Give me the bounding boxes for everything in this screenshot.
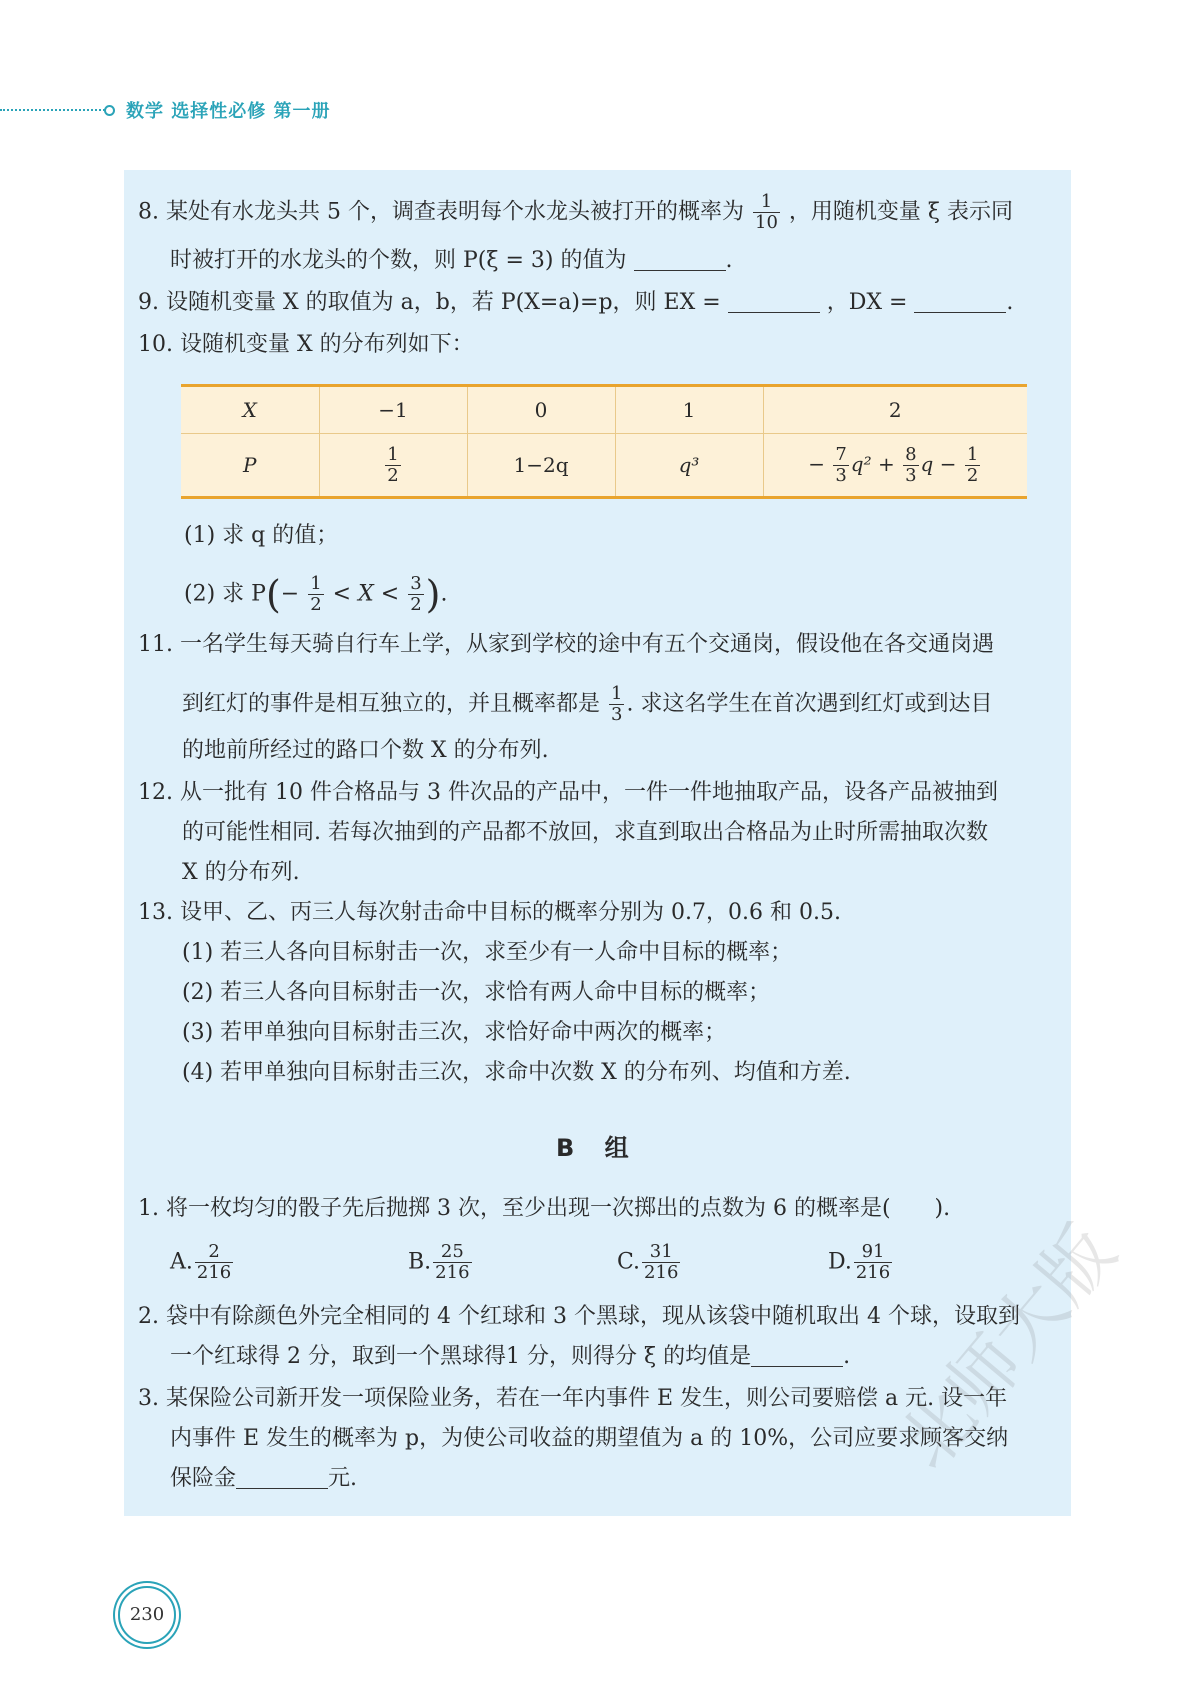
problem-text: 从一批有 10 件合格品与 3 件次品的产品中，一件一件地抽取产品，设各产品被抽到	[180, 780, 998, 805]
option-label: B.	[408, 1249, 432, 1275]
math-text: −	[808, 451, 825, 476]
problem-text: 元.	[328, 1466, 358, 1491]
header-dotted-line	[0, 109, 108, 111]
math-text: .	[440, 581, 448, 607]
problem-text: 设随机变量 X 的取值为 a，b，若 P(X=a)=p，则 EX =	[166, 290, 721, 315]
math-text: q² +	[850, 451, 895, 476]
fraction	[833, 445, 848, 486]
answer-blank[interactable]	[728, 290, 820, 313]
numerator: 25	[440, 1241, 464, 1262]
problem-text: ，用随机变量 ξ 表示同	[788, 199, 1014, 225]
numerator: 1	[310, 573, 322, 594]
numerator: 91	[861, 1241, 885, 1262]
problem-13-sub-3: (3) 若甲单独向目标射击三次，求恰好命中两次的概率；	[182, 1020, 727, 1045]
option-label: C.	[617, 1249, 641, 1275]
denominator: 2	[387, 464, 399, 486]
numerator: 1	[966, 443, 979, 465]
denominator: 2	[966, 464, 979, 486]
problem-text: 一名学生每天骑自行车上学，从家到学校的途中有五个交通岗，假设他在各交通岗遇	[180, 632, 995, 657]
option-a[interactable]	[170, 1242, 235, 1283]
numerator: 31	[649, 1241, 673, 1262]
problem-13-sub-4: (4) 若甲单独向目标射击三次，求命中次数 X 的分布列、均值和方差.	[182, 1060, 851, 1085]
problem-8-line-2	[170, 246, 733, 276]
denominator: 3	[835, 464, 847, 486]
fraction	[965, 445, 980, 486]
problem-text: 某处有水龙头共 5 个，调查表明每个水龙头被打开的概率为	[166, 199, 744, 225]
problem-text: 保险金	[170, 1466, 237, 1491]
fraction	[308, 574, 323, 615]
problem-text: (2) 求 P	[184, 581, 266, 607]
fraction	[642, 1242, 680, 1283]
denominator: 2	[410, 594, 422, 615]
table-cell: 1	[615, 386, 763, 434]
answer-blank[interactable]	[751, 1344, 843, 1367]
problem-10-sub-1: (1) 求 q 的值；	[184, 523, 339, 548]
problem-text: 设随机变量 X 的分布列如下：	[180, 332, 474, 357]
table-cell: q³	[615, 434, 763, 498]
publisher-watermark: 北师大版	[882, 1209, 1132, 1485]
problem-number: 12.	[138, 780, 173, 805]
numerator: 1	[387, 443, 399, 465]
table-cell: 0	[467, 386, 615, 434]
numerator: 3	[410, 573, 422, 594]
problem-text: . 求这名学生在首次遇到红灯或到达目	[626, 691, 993, 717]
table-cell: −1	[319, 386, 467, 434]
denominator: 216	[435, 1262, 470, 1283]
denominator: 3	[905, 464, 917, 486]
table-cell: X	[242, 398, 257, 422]
problem-12-line-2: 的可能性相同. 若每次抽到的产品都不放回，求直到取出合格品为止时所需抽取次数	[182, 820, 988, 845]
numerator: 1	[760, 191, 773, 212]
problem-number: 11.	[138, 632, 173, 657]
problem-10	[138, 330, 474, 360]
fraction	[385, 445, 400, 486]
answer-blank[interactable]	[914, 290, 1006, 313]
problem-number: 8.	[138, 199, 159, 225]
option-b[interactable]	[408, 1242, 474, 1283]
fraction	[609, 684, 624, 725]
denominator: 3	[611, 704, 623, 725]
problem-text: ，DX =	[826, 290, 908, 315]
problem-number: 9.	[138, 290, 159, 315]
fraction	[195, 1242, 233, 1283]
problem-11-line-2	[182, 684, 992, 725]
problem-number: 3.	[138, 1386, 159, 1411]
problem-text: .	[725, 248, 733, 273]
answer-blank[interactable]	[634, 248, 726, 271]
denominator: 216	[196, 1262, 232, 1283]
b-problem-3-line-1	[138, 1384, 1007, 1414]
denominator: 10	[755, 212, 778, 233]
problem-13-sub-1: (1) 若三人各向目标射击一次，求至少有一人命中目标的概率；	[182, 940, 793, 965]
problem-text: .	[1006, 290, 1014, 315]
option-d[interactable]	[828, 1242, 894, 1283]
b-problem-1	[138, 1194, 950, 1224]
problem-text: 袋中有除颜色外完全相同的 4 个红球和 3 个黑球，现从该袋中随机取出 4 个球，设取到	[166, 1304, 1020, 1329]
b-problem-2-line-2	[170, 1342, 850, 1372]
denominator: 216	[644, 1262, 679, 1283]
table-cell	[319, 434, 467, 498]
denominator: 2	[310, 594, 322, 615]
book-title: 数学 选择性必修 第一册	[126, 101, 331, 122]
fraction	[903, 445, 918, 486]
option-c[interactable]	[617, 1242, 682, 1283]
problem-number: 1.	[138, 1196, 159, 1221]
numerator: 1	[611, 683, 623, 704]
numerator: 7	[835, 443, 847, 465]
b-problem-3-line-3	[170, 1464, 357, 1494]
problem-9	[138, 288, 1013, 318]
problem-11-line-1	[138, 630, 994, 660]
table-row	[181, 434, 1027, 498]
problem-number: 13.	[138, 900, 173, 925]
fraction	[854, 1242, 892, 1283]
problem-12-line-1	[138, 778, 998, 808]
distribution-table	[181, 384, 1027, 499]
problem-8-line-1	[138, 192, 1013, 233]
section-heading: B 组	[556, 1134, 629, 1162]
option-label: D.	[828, 1249, 852, 1275]
problem-text: 某保险公司新开发一项保险业务，若在一年内事件 E 发生，则公司要赔偿 a 元. 设一年	[166, 1386, 1008, 1411]
problem-text: 到红灯的事件是相互独立的，并且概率都是	[182, 691, 601, 717]
math-text: q −	[920, 451, 957, 476]
problem-12-line-3: X 的分布列.	[182, 860, 300, 885]
problem-text: 时被打开的水龙头的个数，则 P(ξ = 3) 的值为	[170, 248, 627, 273]
problem-text: 设甲、乙、丙三人每次射击命中目标的概率分别为 0.7，0.6 和 0.5.	[180, 900, 841, 925]
problem-text: .	[843, 1344, 851, 1369]
problem-number: 10.	[138, 332, 173, 357]
problem-text: 将一枚均匀的骰子先后抛掷 3 次，至少出现一次掷出的点数为 6 的概率是( ).	[166, 1196, 951, 1221]
header-circle-icon	[104, 105, 115, 116]
table-cell	[763, 434, 1027, 498]
denominator: 216	[855, 1262, 891, 1283]
problem-13-sub-2: (2) 若三人各向目标射击一次，求恰有两人命中目标的概率；	[182, 980, 771, 1005]
problem-13-line-1	[138, 898, 841, 928]
math-text: −	[280, 581, 300, 607]
problem-11-line-3: 的地前所经过的路口个数 X 的分布列.	[182, 738, 549, 763]
table-cell: 2	[763, 386, 1027, 434]
fraction	[433, 1242, 471, 1283]
table-row	[181, 386, 1027, 434]
b-problem-2-line-1	[138, 1302, 1020, 1332]
fraction	[753, 192, 780, 233]
table-cell: 1−2q	[467, 434, 615, 498]
b-problem-3-line-2: 内事件 E 发生的概率为 p，为使公司收益的期望值为 a 的 10%，公司应要求顾客交纳	[170, 1426, 1009, 1451]
option-label: A.	[170, 1249, 193, 1275]
numerator: 8	[905, 443, 917, 465]
answer-blank[interactable]	[236, 1466, 328, 1489]
problem-text: 一个红球得 2 分，取到一个黑球得1 分，则得分 ξ 的均值是	[170, 1344, 752, 1369]
table-cell: P	[181, 434, 319, 498]
math-text: < X <	[332, 581, 400, 607]
problem-10-sub-2: (2) 求 P(− $\frac{1}{2}$ < X < $\frac{3}{2}$ ).	[184, 572, 448, 617]
fraction	[408, 574, 423, 615]
page-number: 230	[118, 1586, 176, 1644]
problem-number: 2.	[138, 1304, 159, 1329]
numerator: 2	[208, 1241, 220, 1262]
